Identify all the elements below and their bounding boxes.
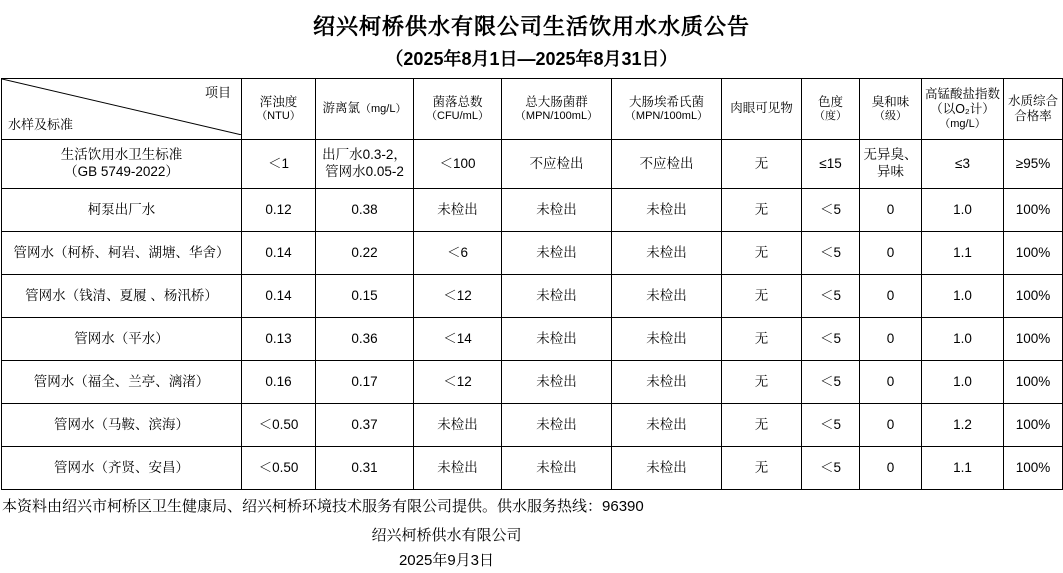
row-free-chlorine: 0.38 <box>316 189 414 232</box>
row-free-chlorine: 0.36 <box>316 318 414 361</box>
row-total-coliform: 未检出 <box>502 189 612 232</box>
row-colony-count: 未检出 <box>414 189 502 232</box>
row-turbidity: ＜0.50 <box>242 404 316 447</box>
standard-overall-pass-rate: ≥95% <box>1004 140 1063 189</box>
row-ecoli: 未检出 <box>612 361 722 404</box>
row-total-coliform: 未检出 <box>502 318 612 361</box>
row-turbidity: 0.14 <box>242 275 316 318</box>
header-corner-cell <box>2 79 242 140</box>
row-overall-pass-rate: 100% <box>1004 404 1063 447</box>
signature-block <box>0 523 1063 573</box>
standard-permanganate-index: ≤3 <box>922 140 1004 189</box>
header-colony-count-unit: （CFU/mL） <box>426 110 489 123</box>
row-chroma: ＜5 <box>802 232 860 275</box>
header-ecoli <box>612 79 722 140</box>
row-free-chlorine: 0.17 <box>316 361 414 404</box>
signature-date: 2025年9月3日 <box>398 551 495 569</box>
row-odor-taste: 0 <box>860 189 922 232</box>
row-odor-taste: 0 <box>860 361 922 404</box>
row-overall-pass-rate: 100% <box>1004 232 1063 275</box>
signature-company: 绍兴柯桥供水有限公司 <box>371 526 522 544</box>
header-ecoli-unit: （MPN/100mL） <box>624 110 709 123</box>
row-turbidity: ＜0.50 <box>242 447 316 490</box>
table-row <box>2 275 1063 318</box>
row-visible-matter: 无 <box>722 275 802 318</box>
row-total-coliform: 未检出 <box>502 447 612 490</box>
row-overall-pass-rate: 100% <box>1004 361 1063 404</box>
header-colony-count-name: 菌落总数 <box>432 94 483 109</box>
header-colony-count <box>414 79 502 140</box>
row-ecoli: 未检出 <box>612 232 722 275</box>
header-free-chlorine-name: 游离氯 <box>322 101 361 116</box>
standard-total-coliform: 不应检出 <box>502 140 612 189</box>
row-sample-name: 管网水（福全、兰亭、漓渚） <box>2 361 242 404</box>
row-sample-name: 管网水（马鞍、滨海） <box>2 404 242 447</box>
header-visible-matter-name: 肉眼可见物 <box>730 101 793 116</box>
row-turbidity: 0.16 <box>242 361 316 404</box>
standard-label-line2: （GB 5749-2022） <box>64 164 179 180</box>
header-odor-taste-unit: （级） <box>874 110 907 123</box>
row-colony-count: ＜6 <box>414 232 502 275</box>
row-chroma: ＜5 <box>802 189 860 232</box>
header-total-coliform-name: 总大肠菌群 <box>525 94 588 109</box>
row-permanganate-index: 1.1 <box>922 232 1004 275</box>
row-turbidity: 0.12 <box>242 189 316 232</box>
table-row-standard <box>2 140 1063 189</box>
row-colony-count: ＜12 <box>414 361 502 404</box>
row-odor-taste: 0 <box>860 275 922 318</box>
row-chroma: ＜5 <box>802 361 860 404</box>
standard-colony-count: ＜100 <box>414 140 502 189</box>
table-row <box>2 318 1063 361</box>
row-visible-matter: 无 <box>722 189 802 232</box>
row-free-chlorine: 0.31 <box>316 447 414 490</box>
row-permanganate-index: 1.1 <box>922 447 1004 490</box>
page-subtitle: （2025年8月1日—2025年8月31日） <box>385 49 678 69</box>
row-permanganate-index: 1.0 <box>922 361 1004 404</box>
row-sample-name: 管网水（钱清、夏履 、杨汛桥） <box>2 275 242 318</box>
row-ecoli: 未检出 <box>612 275 722 318</box>
row-colony-count: 未检出 <box>414 404 502 447</box>
row-visible-matter: 无 <box>722 404 802 447</box>
header-permanganate-index-unit: （mg/L） <box>939 117 986 130</box>
row-colony-count: ＜14 <box>414 318 502 361</box>
header-chroma-unit: （度） <box>814 110 847 123</box>
row-chroma: ＜5 <box>802 318 860 361</box>
header-turbidity <box>242 79 316 140</box>
table-row <box>2 447 1063 490</box>
header-chroma-name: 色度 <box>817 94 843 109</box>
row-total-coliform: 未检出 <box>502 275 612 318</box>
row-ecoli: 未检出 <box>612 447 722 490</box>
row-chroma: ＜5 <box>802 447 860 490</box>
header-turbidity-unit: （NTU） <box>256 110 301 123</box>
standard-label <box>2 140 242 189</box>
table-row <box>2 232 1063 275</box>
table-row <box>2 404 1063 447</box>
footnote-text: 本资料由绍兴市柯桥区卫生健康局、绍兴柯桥环境技术服务有限公司提供。供水服务热线：96390 <box>2 498 644 516</box>
header-column-label: 项目 <box>204 85 231 101</box>
row-ecoli: 未检出 <box>612 189 722 232</box>
row-visible-matter: 无 <box>722 447 802 490</box>
row-free-chlorine: 0.22 <box>316 232 414 275</box>
row-permanganate-index: 1.0 <box>922 275 1004 318</box>
header-total-coliform <box>502 79 612 140</box>
table-row <box>2 361 1063 404</box>
row-permanganate-index: 1.2 <box>922 404 1004 447</box>
row-free-chlorine: 0.37 <box>316 404 414 447</box>
row-colony-count: 未检出 <box>414 447 502 490</box>
row-sample-name: 管网水（平水） <box>2 318 242 361</box>
row-free-chlorine: 0.15 <box>316 275 414 318</box>
table-header-row <box>2 79 1063 140</box>
row-odor-taste: 0 <box>860 232 922 275</box>
row-chroma: ＜5 <box>802 275 860 318</box>
row-turbidity: 0.14 <box>242 232 316 275</box>
row-sample-name: 柯泵出厂水 <box>2 189 242 232</box>
row-sample-name: 管网水（齐贤、安昌） <box>2 447 242 490</box>
row-overall-pass-rate: 100% <box>1004 447 1063 490</box>
header-free-chlorine-unit: （mg/L） <box>360 103 407 116</box>
standard-turbidity: ＜1 <box>242 140 316 189</box>
row-colony-count: ＜12 <box>414 275 502 318</box>
page-title: 绍兴柯桥供水有限公司生活饮用水水质公告 <box>312 14 750 39</box>
row-total-coliform: 未检出 <box>502 361 612 404</box>
header-ecoli-name: 大肠埃希氏菌 <box>628 94 704 109</box>
standard-free-chlorine-text: 出厂水0.3-2，管网水0.05-2 <box>322 147 407 180</box>
row-sample-name: 管网水（柯桥、柯岩、湖塘、华舍） <box>2 232 242 275</box>
standard-ecoli: 不应检出 <box>612 140 722 189</box>
row-permanganate-index: 1.0 <box>922 318 1004 361</box>
header-overall-pass-rate-name: 水质综合合格率 <box>1007 93 1058 124</box>
standard-visible-matter: 无 <box>722 140 802 189</box>
row-odor-taste: 0 <box>860 447 922 490</box>
row-total-coliform: 未检出 <box>502 232 612 275</box>
row-overall-pass-rate: 100% <box>1004 275 1063 318</box>
standard-chroma: ≤15 <box>802 140 860 189</box>
row-odor-taste: 0 <box>860 318 922 361</box>
header-free-chlorine <box>316 79 414 140</box>
standard-label-line1: 生活饮用水卫生标准 <box>60 147 183 163</box>
row-overall-pass-rate: 100% <box>1004 318 1063 361</box>
row-ecoli: 未检出 <box>612 318 722 361</box>
header-total-coliform-unit: （MPN/100mL） <box>514 110 599 123</box>
header-permanganate-index-name: 高锰酸盐指数（以O₂计） <box>924 86 1000 117</box>
header-odor-taste <box>860 79 922 140</box>
header-visible-matter <box>722 79 802 140</box>
row-turbidity: 0.13 <box>242 318 316 361</box>
standard-free-chlorine <box>316 140 414 189</box>
row-permanganate-index: 1.0 <box>922 189 1004 232</box>
header-row-label: 水样及标准 <box>8 116 74 132</box>
row-chroma: ＜5 <box>802 404 860 447</box>
header-permanganate-index <box>922 79 1004 140</box>
row-ecoli: 未检出 <box>612 404 722 447</box>
header-chroma <box>802 79 860 140</box>
header-odor-taste-name: 臭和味 <box>871 94 910 109</box>
standard-odor-taste: 无异臭、异味 <box>860 140 922 189</box>
row-visible-matter: 无 <box>722 318 802 361</box>
table-row <box>2 189 1063 232</box>
water-quality-table <box>1 78 1063 490</box>
row-visible-matter: 无 <box>722 361 802 404</box>
header-overall-pass-rate <box>1004 79 1063 140</box>
row-overall-pass-rate: 100% <box>1004 189 1063 232</box>
row-total-coliform: 未检出 <box>502 404 612 447</box>
row-odor-taste: 0 <box>860 404 922 447</box>
row-visible-matter: 无 <box>722 232 802 275</box>
header-turbidity-name: 浑浊度 <box>259 94 298 109</box>
